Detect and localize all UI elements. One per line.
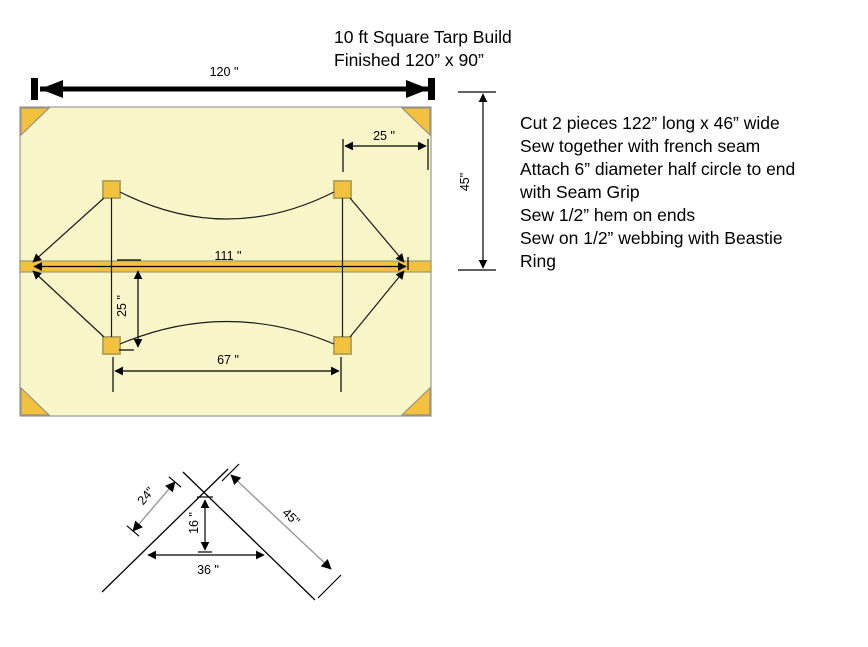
tieout-patch-top-right [334, 181, 351, 198]
title-line-1: 10 ft Square Tarp Build [334, 27, 512, 47]
dimension-label-corner-base: 36 " [197, 563, 219, 577]
dimension-label-ridge-to-patch: 25 " [115, 295, 129, 317]
instruction-line: Sew on 1/2” webbing with Beastie [520, 228, 783, 248]
instruction-line: Ring [520, 251, 556, 271]
tieout-patch-bottom-right [334, 337, 351, 354]
dimension-label-ridge-length: 111 " [214, 249, 242, 263]
arrow-end-cap [31, 78, 38, 100]
tieout-patch-top-left [103, 181, 120, 198]
arrow-end-cap [428, 78, 435, 100]
dimension-label-half-height: 45" [458, 172, 472, 192]
dimension-label-patch-spacing: 67 " [217, 353, 239, 367]
dimension-label-patch-to-edge: 25 " [373, 129, 395, 143]
instruction-line: with Seam Grip [520, 182, 640, 202]
half-height-dimension [458, 92, 496, 270]
extension-tick [169, 477, 181, 487]
extension-tick [318, 575, 341, 598]
corner-detail-diagram [102, 464, 341, 600]
dimension-line-corner-short [133, 482, 175, 531]
title-line-2: Finished 120” x 90” [334, 50, 484, 70]
tieout-patch-bottom-left [103, 337, 120, 354]
dimension-label-corner-short: 24" [134, 484, 158, 508]
instruction-line: Attach 6” diameter half circle to end [520, 159, 796, 179]
instruction-line: Sew together with french seam [520, 136, 761, 156]
dimension-label-overall-width: 120 " [209, 65, 239, 79]
overall-width-dimension [31, 65, 435, 100]
dimension-label-corner-height: 16 " [187, 512, 201, 534]
dimension-label-corner-long: 45" [279, 505, 303, 529]
extension-tick [127, 526, 139, 536]
instruction-line: Cut 2 pieces 122” long x 46” wide [520, 113, 780, 133]
arrowhead-left [40, 80, 63, 98]
arrowhead-right [406, 80, 429, 98]
instruction-line: Sew 1/2” hem on ends [520, 205, 696, 225]
